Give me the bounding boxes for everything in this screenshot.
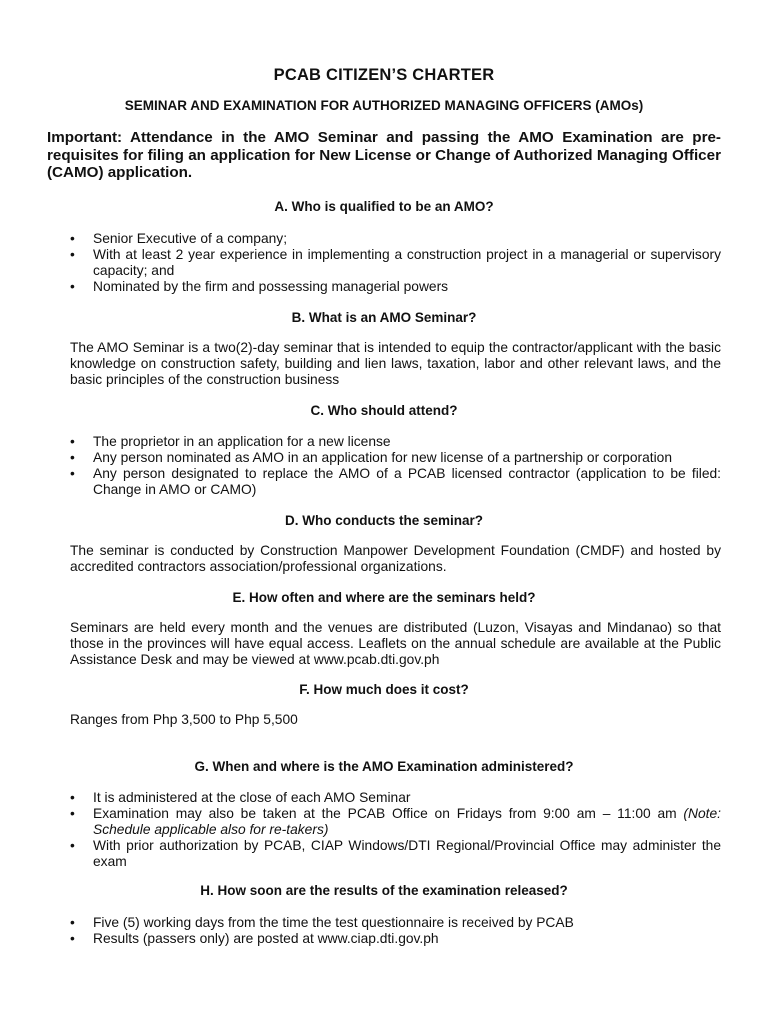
section-e-text: Seminars are held every month and the venues are distributed (Luzon, Visayas and Mindanao) so that those in the provinces will have equal access. Leaflets on the annual schedule are available at the Public Assistance Desk and may be viewed at www.pcab.dti.gov.ph [70, 620, 721, 667]
section-f-heading: F. How much does it cost? [299, 682, 469, 697]
section-h-list [70, 915, 721, 947]
list-item-text: Examination may also be taken at the PCAB Office on Fridays from 9:00 am – 11:00 am [93, 806, 684, 821]
list-item: • Senior Executive of a company; [70, 231, 721, 247]
list-item-note: (Note: Schedule applicable also for re-takers) [93, 806, 721, 837]
list-item: • Five (5) working days from the time the test questionnaire is received by PCAB [70, 915, 721, 931]
section-h-heading: H. How soon are the results of the examination released? [200, 883, 568, 898]
list-item: • It is administered at the close of each AMO Seminar [70, 790, 721, 806]
important-notice: Important: Attendance in the AMO Seminar and passing the AMO Examination are pre-requisites for filing an application for New License or Change of Authorized Managing Officer (CAMO) application. [47, 129, 721, 181]
section-f-text: Ranges from Php 3,500 to Php 5,500 [70, 712, 298, 727]
section-g-list [70, 790, 721, 870]
list-item: • The proprietor in an application for a new license [70, 434, 721, 450]
document-subtitle: SEMINAR AND EXAMINATION FOR AUTHORIZED MANAGING OFFICERS (AMOs) [124, 98, 644, 113]
section-b-heading: B. What is an AMO Seminar? [291, 310, 477, 325]
section-d-text: The seminar is conducted by Construction Manpower Development Foundation (CMDF) and hosted by accredited contractors association/professional organizations. [70, 543, 721, 574]
section-d-heading: D. Who conducts the seminar? [284, 513, 484, 528]
section-c-list [70, 434, 721, 498]
section-b-text: The AMO Seminar is a two(2)-day seminar that is intended to equip the contractor/applicant with the basic knowledge on construction safety, building and lien laws, taxation, labor and other relevant laws, and the basic principles of the construction business [70, 340, 721, 387]
list-item: • With at least 2 year experience in implementing a construction project in a managerial or supervisory capacity; and [70, 247, 721, 279]
section-a-list [70, 231, 721, 295]
list-item: • Any person nominated as AMO in an application for new license of a partnership or corporation [70, 450, 721, 466]
document-title: PCAB CITIZEN’S CHARTER [273, 66, 495, 84]
section-c-heading: C. Who should attend? [310, 403, 458, 418]
list-item: • Results (passers only) are posted at www.ciap.dti.gov.ph [70, 931, 721, 947]
list-item: • Any person designated to replace the AMO of a PCAB licensed contractor (application to be filed: Change in AMO or CAMO) [70, 466, 721, 498]
list-item [70, 806, 721, 838]
section-g-heading: G. When and where is the AMO Examination administered? [194, 759, 574, 774]
section-e-heading: E. How often and where are the seminars held? [232, 590, 536, 605]
section-a-heading: A. Who is qualified to be an AMO? [274, 199, 494, 214]
list-item: • With prior authorization by PCAB, CIAP Windows/DTI Regional/Provincial Office may administer the exam [70, 838, 721, 870]
list-item: • Nominated by the firm and possessing managerial powers [70, 279, 721, 295]
